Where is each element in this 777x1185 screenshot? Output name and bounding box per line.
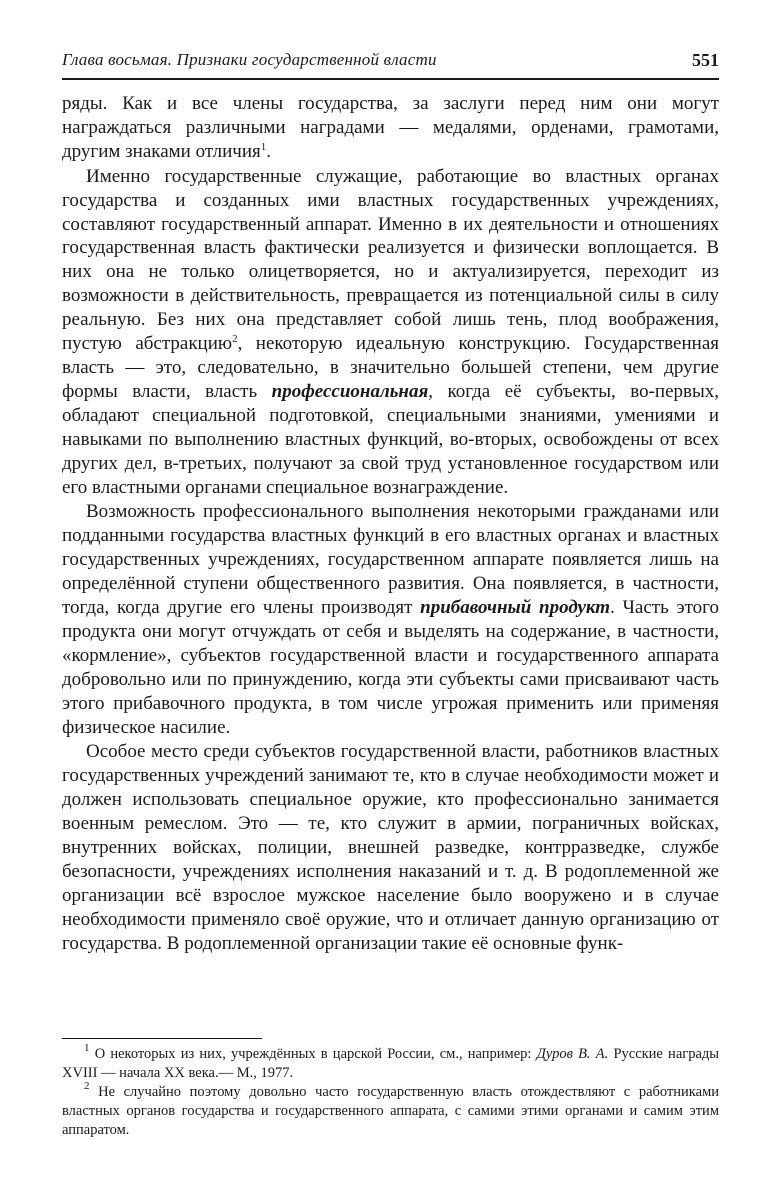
footnote-2-mark: 2 bbox=[84, 1080, 90, 1092]
paragraph-3 bbox=[62, 500, 719, 739]
paragraph-3-text-a: Возможность профессионального выполнения некоторыми гражданами или подданными государства властных функций в его властных органах и властных государственных учреждениях, государственном аппарате появляется лишь на определённой ступени общественного развития. Она появляется, в частности, тогда, когда другие его члены производят bbox=[62, 501, 719, 619]
footnote-1-author: Дуров В. А. bbox=[536, 1046, 609, 1062]
footnote-ref-2: 2 bbox=[232, 333, 238, 346]
page-number: 551 bbox=[692, 50, 719, 70]
emphasis-professional: профессиональная bbox=[271, 380, 429, 402]
paragraph-2 bbox=[62, 165, 719, 500]
main-text bbox=[62, 92, 719, 956]
running-title: Глава восьмая. Признаки государственной власти bbox=[62, 50, 437, 69]
paragraph-2-text-b: , некоторую идеальную конструкцию. Государственная власть — это, следовательно, в значительно большей степени, чем другие формы власти, власть bbox=[62, 333, 719, 402]
footnote-1-text-b: Русские награды XVIII — начала XX века.— М., 1977. bbox=[62, 1046, 720, 1081]
footnote-ref-1: 1 bbox=[260, 140, 267, 153]
footnotes bbox=[62, 1042, 720, 1140]
footnote-1 bbox=[62, 1042, 720, 1083]
paragraph-1-text: ряды. Как и все члены государства, за заслуги перед ним они могут награждаться различными наградами — медалями, орденами, грамотами, другим знаками отличия bbox=[62, 93, 719, 162]
paragraph-3-text-b: . Часть этого продукта они могут отчуждать от себя и выделять на содержание, в частности, «кормление», субъектов государственной власти и государственного аппарата добровольно или по принуждению, когда эти субъекты сами присваивают часть этого прибавочного продукта, в том числе угрожая применить или применяя физическое насилие. bbox=[62, 597, 720, 738]
paragraph-1-end: . bbox=[266, 140, 272, 162]
paragraph-2-text-c: , когда её субъекты, во-первых, обладают специальной подготовкой, специальными знаниями, умениями и навыками по выполнению властных функций, во-вторых, освобождены от всех других дел, в-третьих, получают за свой труд установленное государством или его властными органами специальное вознаграждение. bbox=[62, 380, 720, 498]
footnote-divider bbox=[62, 1038, 262, 1039]
footnote-2 bbox=[62, 1080, 719, 1140]
footnote-2-text: Не случайно поэтому довольно часто государственную власть отождествляют с работниками властных органов государства и государственного аппарата, с самими этими органами и самим этим аппаратом. bbox=[62, 1084, 719, 1138]
paragraph-4: Особое место среди субъектов государственной власти, работников властных государственных учреждений занимают те, кто в случае необходимости может и должен использовать специальное оружие, кто профессионально занимается военным ремеслом. Это — те, кто служит в армии, пограничных войсках, внутренних войсках, полиции, внешней разведке, контрразведке, службе безопасности, учреждениях исполнения наказаний и т. д. В родоплеменной же организации всё взрослое мужское население было вооружено и в случае необходимости применяло своё оружие, что и отличает данную организацию от государства. В родоплеменной организации такие её основные функ- bbox=[62, 741, 719, 954]
paragraph-1 bbox=[62, 92, 719, 164]
paragraph-2-text-a: Именно государственные служащие, работающие во властных органах государства и созданных ими властных государственных учреждениях, составляют государственный аппарат. Именно в их деятельности и отношениях государственная власть фактически реализуется и физически воплощается. В них она не только олицетворяется, но и актуализируется, переходит из возможности в действительность, превращается из потенциальной силы в силу реальную. Без них она представляет собой лишь тень, плод воображения, пустую абстракцию bbox=[62, 165, 719, 355]
emphasis-surplus-product: прибавочный продукт bbox=[420, 597, 611, 619]
footnote-1-text-a: О некоторых из них, учреждённых в царской России, см., например: bbox=[89, 1046, 537, 1062]
footnote-1-mark: 1 bbox=[84, 1042, 90, 1054]
page-header bbox=[62, 42, 719, 80]
